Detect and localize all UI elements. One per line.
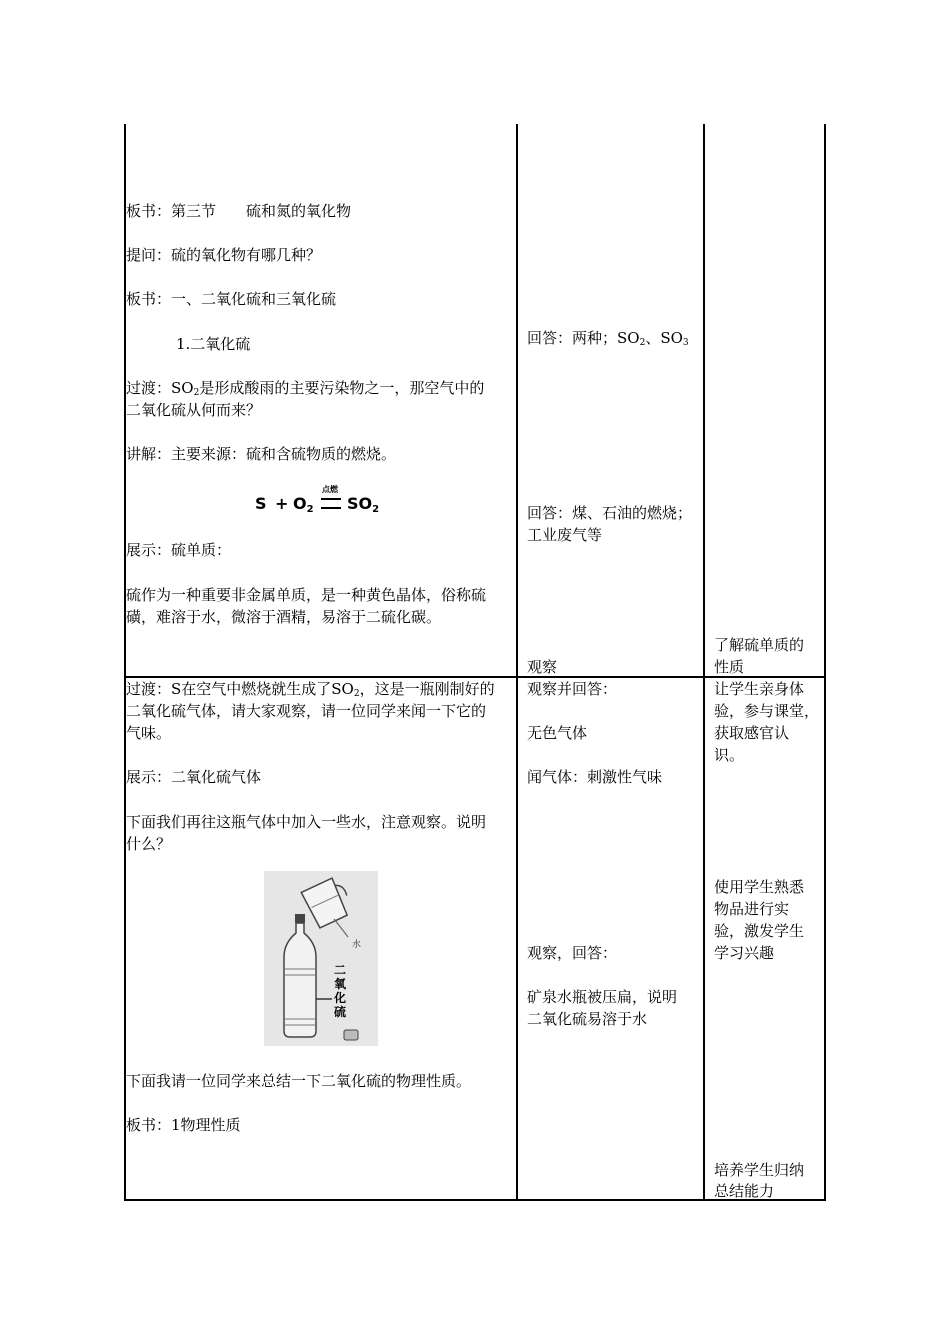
- transition2-line-3: 气味。: [126, 724, 172, 742]
- reaction-condition: 点燃: [322, 485, 338, 494]
- intent-b-line-1: 使用学生熟悉: [714, 878, 805, 896]
- transition2-line-1: 过渡：S在空气中燃烧就生成了$SO_2$，这是一瓶刚制好的: [126, 680, 495, 699]
- intent-a-line-2: 验，参与课堂，: [714, 702, 820, 720]
- sulfur-desc-line-1: 硫作为一种重要非金属单质，是一种黄色晶体，俗称硫: [126, 586, 487, 604]
- table-col-divider-2: [703, 124, 705, 1201]
- so2-label: 二氧化硫: [334, 963, 347, 1019]
- answer-sources-line-2: 工业废气等: [527, 526, 603, 544]
- board-heading: 板书：一、二氧化硫和三氧化硫: [126, 290, 337, 308]
- smell-gas: 闻气体：刺激性气味: [527, 768, 663, 786]
- chemical-equation: S + O2 点燃 SO2: [255, 485, 380, 515]
- intent-line-1: 了解硫单质的: [714, 636, 805, 654]
- show-sulfur: 展示：硫单质：: [126, 541, 232, 559]
- transition-line-1: 过渡：$SO_2$是形成酸雨的主要污染物之一，那空气中的: [126, 379, 485, 398]
- board-title: 板书：第三节 硫和氮的氧化物: [126, 202, 352, 220]
- observe-answer: 观察并回答：: [527, 680, 618, 698]
- next-step-line-2: 什么？: [126, 835, 172, 853]
- table-left-border: [124, 124, 126, 1201]
- table-col-divider-1: [516, 124, 518, 1201]
- explain-text: 讲解：主要来源：硫和含硫物质的燃烧。: [126, 445, 397, 463]
- water-label: 水: [352, 940, 362, 950]
- experiment-figure: [264, 871, 378, 1046]
- intent-b-line-3: 验，激发学生: [714, 922, 805, 940]
- observe-answer-2: 观察，回答：: [527, 944, 618, 962]
- observe-text: 观察: [527, 658, 558, 676]
- show-gas: 展示：二氧化硫气体: [126, 768, 262, 786]
- sulfur-desc-line-2: 磺，难溶于水，微溶于酒精，易溶于二硫化碳。: [126, 608, 442, 626]
- intent-line-2: 性质: [714, 658, 745, 676]
- answer-oxides: 回答：两种；$SO_2$、$SO_3$: [527, 329, 689, 348]
- question-text: 提问：硫的氧化物有哪几种？: [126, 246, 322, 264]
- intent-a-line-3: 获取感官认: [714, 724, 790, 742]
- intent-c-line-1: 培养学生归纳: [714, 1161, 805, 1179]
- intent-a-line-4: 识。: [714, 746, 745, 764]
- result-line-2: 二氧化硫易溶于水: [527, 1010, 648, 1028]
- next-step-line-1: 下面我们再往这瓶气体中加入一些水，注意观察。说明: [126, 813, 487, 831]
- answer-sources-line-1: 回答：煤、石油的燃烧；: [527, 504, 693, 522]
- intent-c-line-2: 总结能力: [714, 1182, 775, 1200]
- intent-a-line-1: 让学生亲身体: [714, 680, 805, 698]
- subheading-so2: 1.二氧化硫: [176, 335, 251, 353]
- result-line-1: 矿泉水瓶被压扁，说明: [527, 988, 678, 1006]
- colorless-gas: 无色气体: [527, 724, 588, 742]
- transition-line-2: 二氧化硫从何而来？: [126, 401, 262, 419]
- transition2-line-2: 二氧化硫气体，请大家观察，请一位同学来闻一下它的: [126, 702, 487, 720]
- intent-b-line-4: 学习兴趣: [714, 944, 775, 962]
- equals-sign: [321, 498, 341, 509]
- summary-request: 下面我请一位同学来总结一下二氧化硫的物理性质。: [126, 1072, 472, 1090]
- intent-b-line-2: 物品进行实: [714, 900, 790, 918]
- table-right-border: [824, 124, 826, 1201]
- bottle-illustration: [264, 871, 378, 1046]
- board-physical-properties: 板书：1物理性质: [126, 1116, 241, 1134]
